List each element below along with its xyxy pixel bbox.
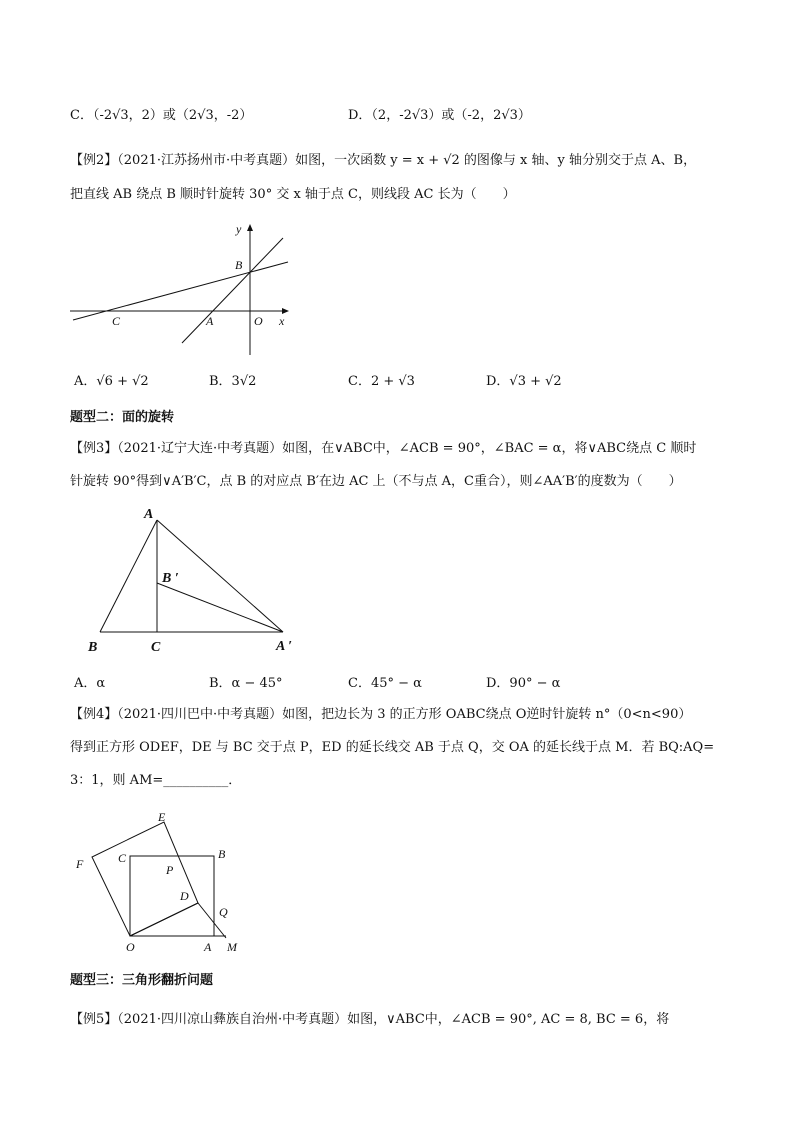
example-4-figure	[70, 810, 260, 955]
example-2-option-b: B．3√2	[209, 374, 257, 389]
example-3-line-2: 针旋转 90°得到∨A′B′C，点 B 的对应点 B′在边 AC 上（不与点 A，C重合），则∠AA′B′的度数为（ ）	[70, 474, 682, 489]
example-4-line-3: 3：1，则 AM=__________．	[70, 773, 242, 788]
label-o: O	[254, 314, 263, 328]
example-2-option-d: D．√3 + √2	[486, 374, 562, 389]
section-heading-3: 题型三：三角形翻折问题	[70, 973, 214, 988]
label-b-prime: B ′	[162, 571, 179, 586]
label-x: x	[279, 314, 285, 328]
label-d: D	[180, 889, 189, 903]
label-q: Q	[219, 905, 228, 919]
label-c: C	[151, 640, 161, 655]
example-2-option-c: C．2 + √3	[348, 374, 415, 389]
option-d-prev: D．（2，-2√3）或（-2，2√3）	[348, 108, 531, 123]
label-m: M	[227, 940, 237, 954]
label-a: A	[144, 507, 154, 522]
label-y: y	[236, 222, 242, 236]
label-a: A	[206, 314, 214, 328]
example-3-option-b: B．α − 45°	[209, 676, 283, 691]
segment-b-prime-a-prime	[157, 583, 283, 632]
label-a-prime: A ′	[276, 639, 293, 654]
label-e: E	[158, 810, 166, 824]
label-f: F	[76, 857, 84, 871]
option-c-prev: C．（-2√3，2）或（2√3，-2）	[70, 108, 253, 123]
example-2-option-a: A．√6 + √2	[74, 374, 149, 389]
example-5-line-1: 【例5】（2021·四川凉山彝族自治州·中考真题）如图，∨ABC中，∠ACB = 90°, AC = 8, BC = 6，将	[70, 1012, 670, 1027]
square-odef	[92, 822, 198, 936]
example-4-line-2: 得到正方形 ODEF，DE 与 BC 交于点 P，ED 的延长线交 AB 于点 Q，交 OA 的延长线于点 M．若 BQ:AQ=	[70, 740, 715, 755]
example-2-line-2: 把直线 AB 绕点 B 顺时针旋转 30° 交 x 轴于点 C，则线段 AC 长为（ ）	[70, 187, 516, 202]
example-4-line-1: 【例4】（2021·四川巴中·中考真题）如图，把边长为 3 的正方形 OABC绕点 O逆时针旋转 n°（0<n<90）	[70, 707, 692, 722]
label-a: A	[204, 940, 212, 954]
example-3-option-a: A．α	[74, 676, 106, 691]
label-o: O	[126, 940, 135, 954]
line-ab	[182, 238, 283, 343]
example-3-option-d: D．90° − α	[486, 676, 561, 691]
y-axis-arrow	[247, 224, 253, 231]
label-c: C	[118, 851, 127, 865]
example-3-option-c: C．45° − α	[348, 676, 422, 691]
label-c: C	[112, 314, 121, 328]
section-heading-2: 题型二：面的旋转	[70, 410, 175, 425]
line-od	[130, 903, 198, 936]
segment-ab	[100, 520, 157, 632]
example-3-line-1: 【例3】（2021·辽宁大连·中考真题）如图，在∨ABC中，∠ACB = 90°，∠BAC = α，将∨ABC绕点 C 顺时	[70, 441, 697, 456]
label-b: B	[88, 640, 98, 655]
label-b: B	[218, 847, 226, 861]
example-3-figure	[80, 500, 310, 660]
label-b: B	[235, 258, 243, 272]
example-2-line-1: 【例2】（2021·江苏扬州市·中考真题）如图，一次函数 y = x + √2 的图像与 x 轴、y 轴分别交于点 A、B，	[70, 153, 697, 168]
example-2-figure	[65, 218, 300, 358]
label-p: P	[166, 863, 174, 877]
